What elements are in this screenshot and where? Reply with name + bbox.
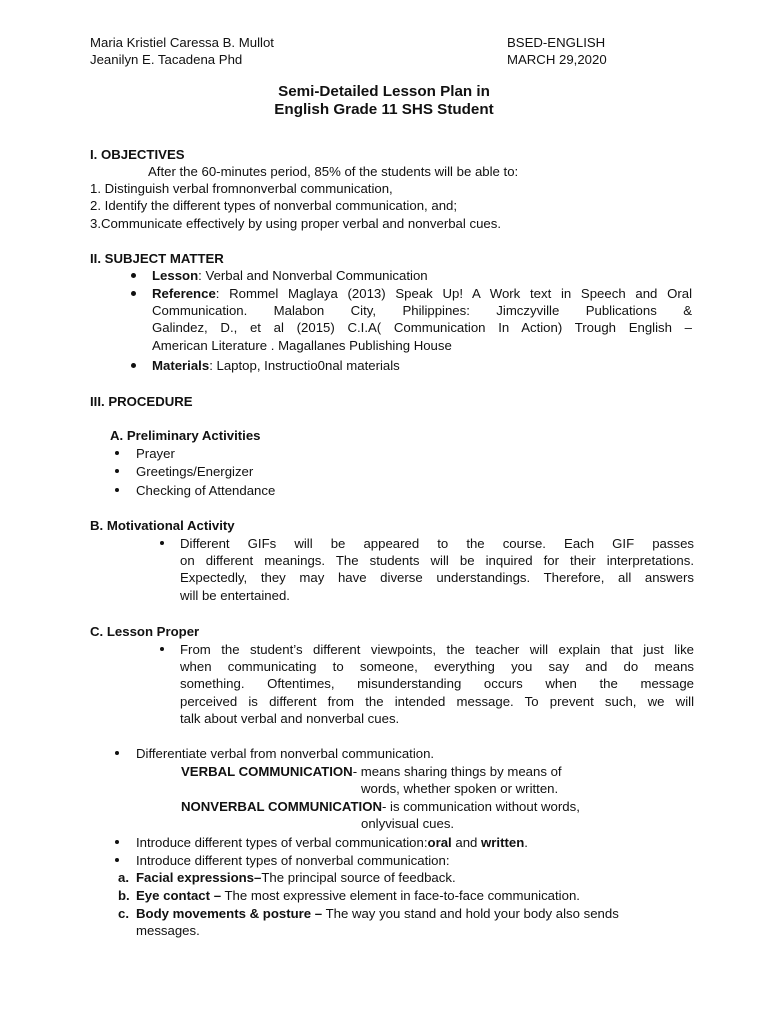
materials-line (152, 357, 400, 374)
verbal-definition (181, 763, 562, 780)
materials-label: Materials (152, 358, 210, 373)
lesson-proper-line: something. Oftentimes, misunderstanding occurs when the message (180, 676, 694, 692)
and-text: and (451, 835, 482, 850)
program-label: BSED-ENGLISH (507, 35, 606, 50)
author-name: Maria Kristiel Caressa B. Mullot (90, 35, 274, 50)
lesson-line (152, 267, 428, 284)
reference-label: Reference (152, 286, 216, 301)
preliminary-heading: A. Preliminary Activities (110, 428, 261, 443)
type-label: Eye contact – (136, 888, 222, 903)
bullet-icon (160, 647, 164, 651)
type-text: The most expressive element in face-to-face communication. (221, 888, 580, 903)
oral-label: oral (427, 835, 452, 850)
type-label: Body movements & posture – (136, 906, 323, 921)
lesson-proper-line: From the student’s different viewpoints, the teacher will explain that just like (180, 642, 694, 657)
bullet-icon (115, 488, 119, 492)
lesson-proper-line: when communicating to someone, everything you say and do means (180, 659, 694, 675)
bullet-icon (131, 363, 136, 368)
document-title-line2: English Grade 11 SHS Student (274, 101, 494, 118)
type-text: The principal source of feedback. (261, 870, 456, 885)
subject-matter-heading: II. SUBJECT MATTER (90, 251, 224, 266)
bullet-icon (115, 469, 119, 473)
motivational-line: Different GIFs will be appeared to the course. Each GIF passes (180, 536, 694, 551)
objectives-heading: I. OBJECTIVES (90, 147, 185, 162)
verbal-text-cont: words, whether spoken or written. (361, 781, 559, 796)
period-text: . (524, 835, 528, 850)
reference-line: American Literature . Magallanes Publishing House (152, 337, 452, 353)
written-label: written (481, 835, 525, 850)
bullet-icon (115, 858, 119, 862)
nonverbal-label: NONVERBAL COMMUNICATION (181, 799, 382, 814)
motivational-line: Expectedly, they may have diverse understandings. Therefore, all answers (180, 570, 694, 586)
lesson-proper-paragraph (180, 641, 694, 727)
type-item-body (136, 905, 619, 922)
document-title-line1: Semi-Detailed Lesson Plan in (278, 83, 490, 100)
type-item-eye (136, 887, 580, 904)
reference-line: : Rommel Maglaya (2013) Speak Up! A Work text in Speech and Oral (215, 286, 692, 301)
lesson-proper-heading: C. Lesson Proper (90, 624, 200, 639)
nonverbal-definition (181, 798, 580, 815)
intro-verbal-line (136, 834, 528, 851)
objective-item: 1. Distinguish verbal fromnonverbal communication, (90, 181, 393, 196)
verbal-text: - means sharing things by means of (352, 764, 562, 779)
type-item-body-cont: messages. (136, 923, 200, 938)
preliminary-item: Checking of Attendance (136, 483, 276, 498)
lesson-proper-line: talk about verbal and nonverbal cues. (180, 710, 400, 726)
bullet-icon (131, 273, 136, 278)
objective-item: 2. Identify the different types of nonverbal communication, and; (90, 198, 458, 213)
adviser-name: Jeanilyn E. Tacadena Phd (90, 52, 243, 67)
bullet-icon (131, 291, 136, 296)
type-label: Facial expressions– (136, 870, 262, 885)
motivational-line: on different meanings. The students will be inquired for their interpretations. (180, 553, 694, 569)
reference-paragraph (152, 285, 692, 354)
motivational-paragraph (180, 535, 694, 604)
motivational-line: will be entertained. (180, 587, 290, 603)
reference-line: Communication. Malabon City, Philippines: Jimczyville Publications & (152, 303, 692, 319)
lesson-text: : Verbal and Nonverbal Communication (198, 268, 428, 283)
date-label: MARCH 29,2020 (507, 52, 607, 67)
lesson-proper-line: perceived is different from the intended message. To prevent such, we will (180, 693, 694, 709)
type-letter: b. (118, 888, 130, 903)
preliminary-item: Prayer (136, 446, 175, 461)
preliminary-item: Greetings/Energizer (136, 464, 254, 479)
bullet-icon (115, 451, 119, 455)
materials-text: : Laptop, Instructio0nal materials (209, 358, 400, 373)
intro-verbal-text: Introduce different types of verbal communication: (136, 835, 428, 850)
objectives-intro: After the 60-minutes period, 85% of the students will be able to: (148, 164, 519, 179)
nonverbal-text: - is communication without words, (381, 799, 580, 814)
type-item-facial (136, 869, 456, 886)
type-letter: a. (118, 870, 129, 885)
differentiate-line: Differentiate verbal from nonverbal communication. (136, 746, 435, 761)
nonverbal-text-cont: onlyvisual cues. (361, 816, 455, 831)
intro-nonverbal-line: Introduce different types of nonverbal communication: (136, 853, 450, 868)
bullet-icon (115, 840, 119, 844)
verbal-label: VERBAL COMMUNICATION (181, 764, 353, 779)
lesson-label: Lesson (152, 268, 199, 283)
type-letter: c. (118, 906, 129, 921)
bullet-icon (115, 751, 119, 755)
type-text: The way you stand and hold your body also sends (322, 906, 619, 921)
objective-item: 3.Communicate effectively by using proper verbal and nonverbal cues. (90, 216, 501, 231)
motivational-heading: B. Motivational Activity (90, 518, 235, 533)
procedure-heading: III. PROCEDURE (90, 394, 193, 409)
bullet-icon (160, 541, 164, 545)
reference-line: Galindez, D., et al (2015) C.I.A( Communication In Action) Trough English – (152, 320, 692, 336)
